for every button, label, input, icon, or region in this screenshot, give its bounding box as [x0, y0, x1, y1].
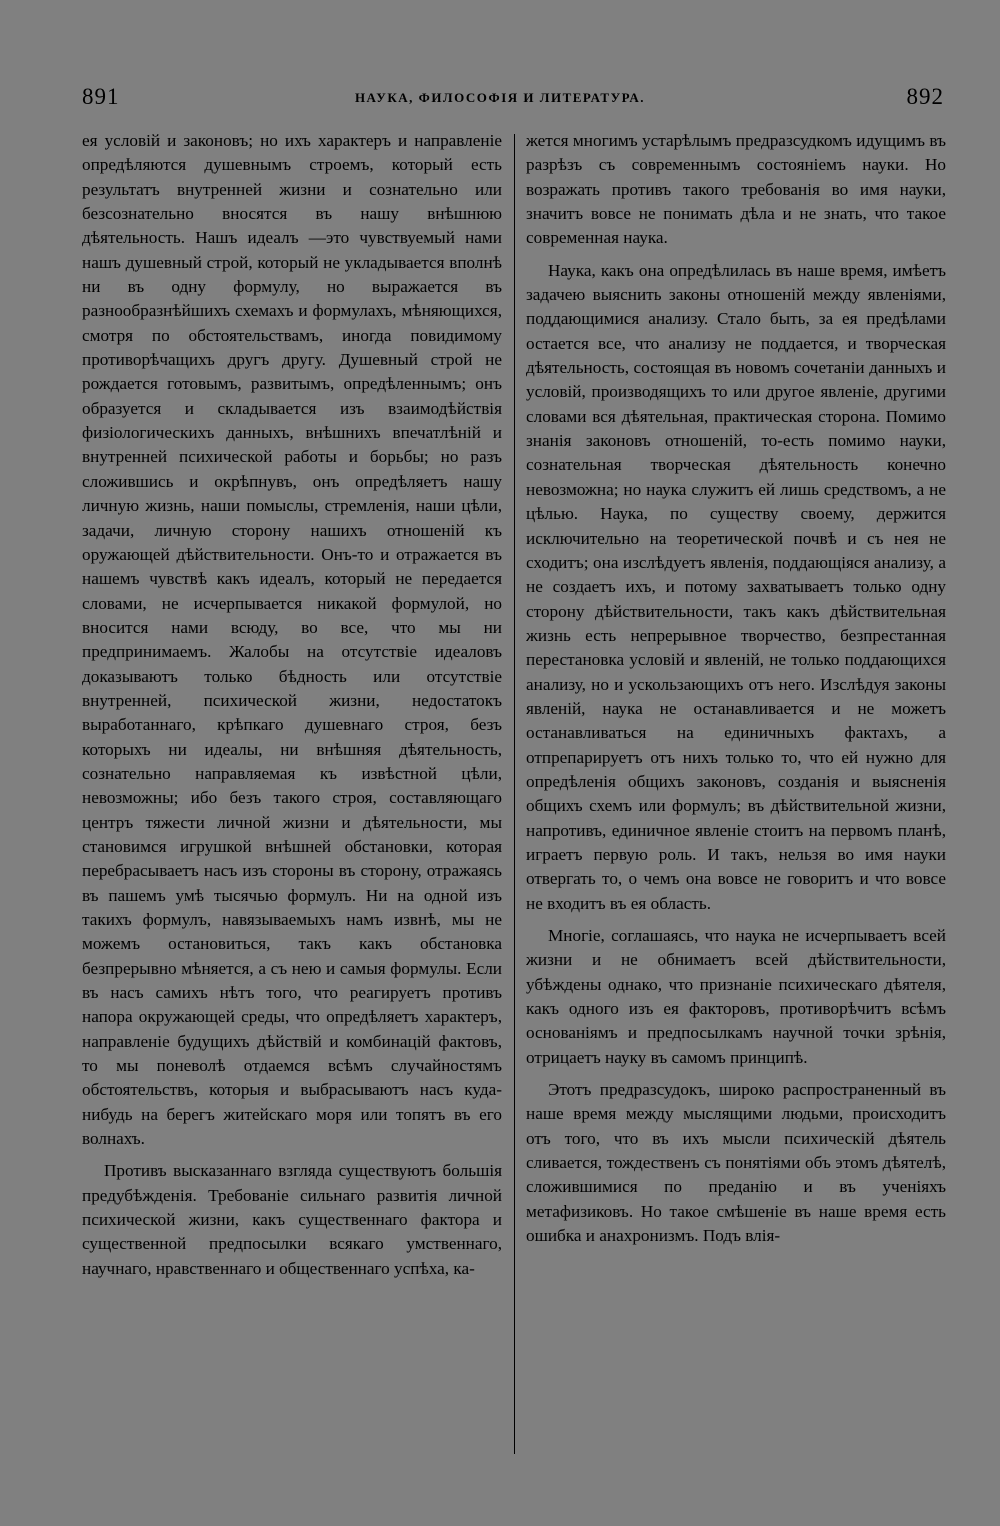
right-paragraph-4: Этотъ предразсудокъ, широко распространенный въ наше время между мыслящими людьми, происходитъ отъ того, что въ ихъ мысли психическій дѣятель сливается, тождественъ съ понятіями объ этомъ дѣятелѣ, сложившимися по преданію и въ ученіяхъ метафизиковъ. Но такое смѣшеніе въ наше время есть ошибка и анахронизмъ. Подъ влія-: [526, 1080, 946, 1246]
right-column: [526, 129, 946, 1459]
right-paragraph-2: Наука, какъ она опредѣлилась въ наше время, имѣетъ задачею выяснить законы отношеній между явленіями, поддающимися анализу. Стало быть, за ея предѣлами остается все, что анализу не поддается, и творческая дѣятельность, состоящая въ новомъ сочетаніи данныхъ и условій, производящихъ то или другое явленіе, другими словами вся дѣятельная, практическая сторона. Помимо знанія законовъ отношеній, то-есть помимо науки, сознательная творческая дѣятельность конечно невозможна; но наука служитъ ей лишь средствомъ, а не цѣлью. Наука, по существу своему, держится исключительно на теоретической почвѣ и съ нея не сходитъ; она изслѣдуетъ явленія, поддающіяся анализу, а не создаетъ ихъ, и потому захватываетъ только одну сторону дѣйствительности, такъ какъ дѣйствительная жизнь есть непрерывное творчество, безпрестанная перестановка условій и явленій, не только поддающихся анализу, но и ускользающихъ отъ него. Изслѣдуя законы явленій, наука не останавливается и не можетъ останавливаться на единичныхъ фактахъ, а отпрепарируетъ отъ нихъ только то, что ей нужно для опредѣленія общихъ законовъ, созданія и выясненія общихъ схемъ или формулъ; въ дѣйствительной жизни, напротивъ, единичное явленіе стоитъ на первомъ планѣ, играетъ первую роль. И такъ, нельзя во имя науки отвергать то, о чемъ она вовсе не говоритъ и что вовсе не входитъ въ ея область.: [526, 260, 946, 913]
left-paragraph-1: ея условій и законовъ; но ихъ характеръ и направленіе опредѣляются душевнымъ строемъ, который есть результатъ внутренней жизни и сознательно или безсознательно вносятся въ нашу внѣшнюю дѣятельность. Нашъ идеалъ —это чувствуемый нами нашъ душевный строй, который не укладывается вполнѣ ни въ одну формулу, но выражается въ разнообразнѣйшихъ схемахъ и формулахъ, мѣняющихся, смотря по обстоятельствамъ, иногда повидимому противорѣчащихъ другъ другу. Душевный строй не рождается готовымъ, развитымъ, опредѣленнымъ; онъ образуется и складывается изъ взаимодѣйствія физіологическихъ данныхъ, внѣшнихъ впечатлѣній и внутренней психической работы и борьбы; но разъ сложившись и окрѣпнувъ, онъ опредѣляетъ нашу личную жизнь, наши помыслы, стремленія, наши цѣли, задачи, личную сторону нашихъ отношеній къ оружающей дѣйствительности. Онъ-то и отражается въ нашемъ чувствѣ какъ идеалъ, который не передается словами, не исчерпывается никакой формулой, но вносится нами всюду, во все, что мы ни предпринимаемъ. Жалобы на отсутствіе идеаловъ доказываютъ только бѣдность или отсутствіе внутренней, психической жизни, недостатокъ выработаннаго, крѣпкаго душевнаго строя, безъ которыхъ ни идеалы, ни внѣшняя дѣятельность, сознательно направляемая къ извѣстной цѣли, невозможны; ибо безъ такого строя, составляющаго центръ тяжести личной жизни и дѣятельности, мы становимся игрушкой внѣшней обстановки, которая перебрасываетъ насъ изъ стороны въ сторону, отражаясь въ пашемъ умѣ тысячью формулъ. Ни на одной изъ такихъ формулъ, навязываемыхъ намъ извнѣ, мы не можемъ остановиться, такъ какъ обстановка безпрерывно мѣняется, а съ нею и самыя формулы. Если въ насъ самихъ нѣтъ того, что реагируетъ противъ напора окружающей среды, что опредѣляетъ характеръ, направленіе будущихъ дѣйствій и комбинацій фактовъ, то мы поневолѣ отдаемся всѣмъ случайностямъ обстоятельствъ, которыя и выбрасываютъ насъ куда-нибудь на берегъ житейскаго моря или топятъ въ его волнахъ.: [82, 131, 502, 1149]
left-column: [82, 129, 502, 1459]
page-number-right: 892: [906, 84, 944, 109]
right-paragraph-3: Многіе, соглашаясь, что наука не исчерпываетъ всей жизни и не обнимаетъ всей дѣйствительности, убѣждены однако, что признаніе психическаго дѣятеля, какъ одного изъ ея факторовъ, противорѣчитъ всѣмъ основаніямъ и предпосылкамъ научной точки зрѣнія, отрицаетъ науку въ самомъ принципѣ.: [526, 926, 946, 1067]
left-paragraph-2: Противъ высказаннаго взгляда существуютъ большія предубѣжденія. Требованіе сильнаго развитія личной психической жизни, какъ существеннаго фактора и существенной предпосылки всякаго умственнаго, научнаго, нравственнаго и общественнаго успѣха, ка-: [82, 1161, 502, 1278]
running-head: НАУКА, ФИЛОСОФІЯ И ЛИТЕРАТУРА.: [354, 90, 646, 105]
column-divider: [514, 134, 515, 1454]
right-paragraph-1: жется многимъ устарѣлымъ предразсудкомъ идущимъ въ разрѣзъ съ современнымъ состояніемъ науки. Но возражать противъ такого требованія во имя науки, значитъ вовсе не понимать дѣла и не знать, что такое современная наука.: [526, 131, 946, 248]
page-number-left: 891: [82, 84, 120, 109]
